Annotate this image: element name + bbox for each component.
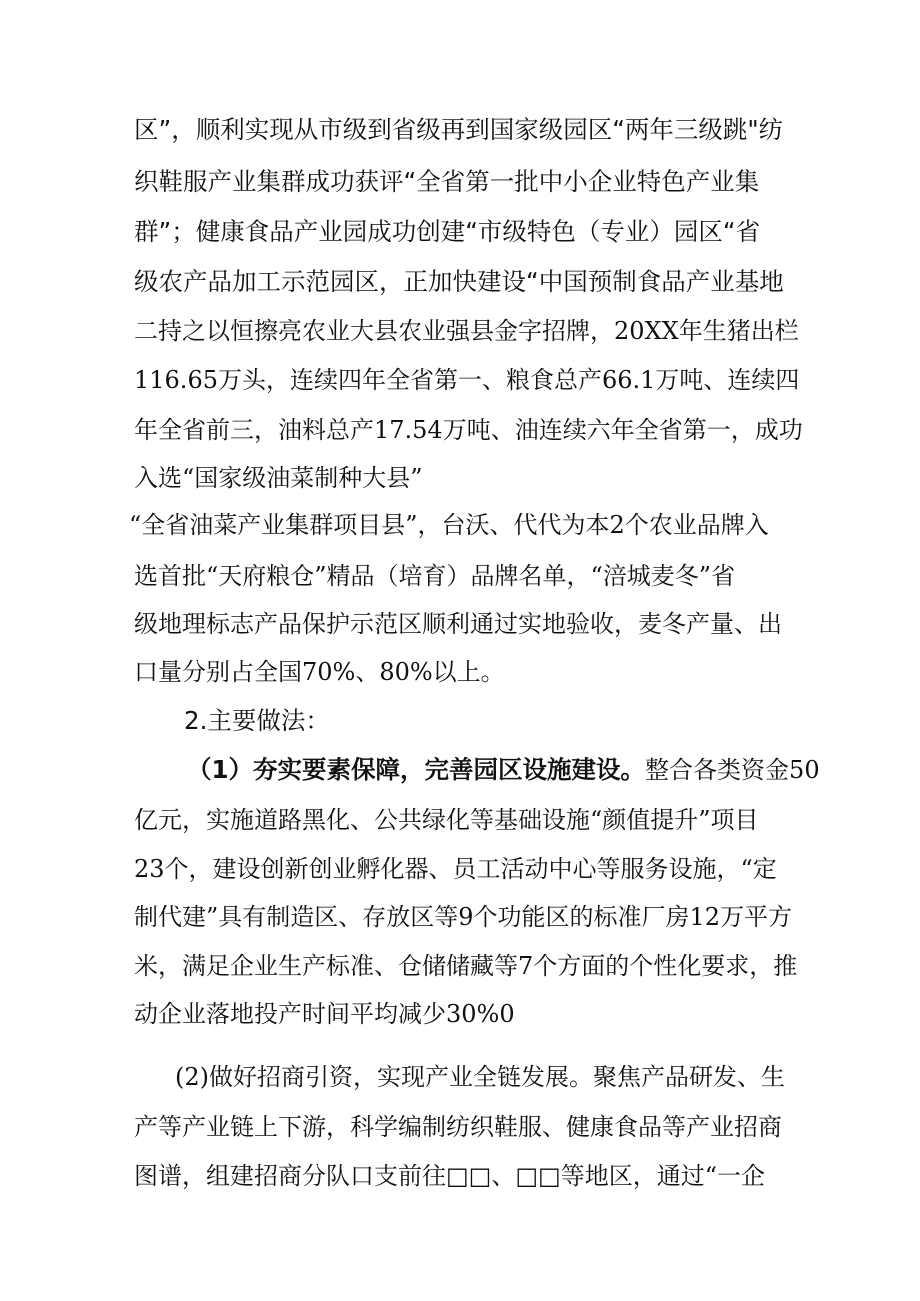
text-line: 米，满足企业生产标准、仓储储藏等7个方面的个性化要求，推 bbox=[134, 952, 798, 980]
text-line: 区”，顺利实现从市级到省级再到国家级园区“两年三级跳"纺 bbox=[134, 115, 784, 144]
text-line: 二持之以恒擦亮农业大县农业强县金字招牌，20XX年生猪出栏 bbox=[134, 317, 799, 345]
text-line: 制代建”具有制造区、存放区等9个功能区的标准厂房12万平方 bbox=[134, 903, 793, 931]
text-line: 选首批“天府粮仓”精品（培育）品牌名单，“涪城麦冬”省 bbox=[134, 562, 736, 590]
text-line: 116.65万头，连续四年全省第一、粮食总产66.1万吨、连续四 bbox=[134, 366, 800, 394]
text-line bbox=[187, 753, 820, 787]
text-line: 织鞋服产业集群成功获评“全省第一批中小企业特色产业集 bbox=[134, 167, 760, 196]
text-line: (2)做好招商引资，实现产业全链发展。聚焦产品研发、生 bbox=[175, 1063, 785, 1091]
text-line: 产等产业链上下游，科学编制纺织鞋服、健康食品等产业招商 bbox=[134, 1113, 782, 1141]
paragraph-lead: （1）夯实要素保障，完善园区设施建设。 bbox=[187, 755, 646, 784]
section-heading: 2.主要做法： bbox=[184, 706, 330, 735]
text-line: 年全省前三，油料总产17.54万吨、油连续六年全省第一，成功 bbox=[134, 416, 803, 444]
text-line: 图谱，组建招商分队口支前往□□、□□等地区，通过“一企 bbox=[134, 1162, 765, 1190]
text-line: “全省油菜产业集群项目县”，台沃、代代为本2个农业品牌入 bbox=[129, 511, 769, 539]
text-line: 23个，建设创新创业孵化器、员工活动中心等服务设施，“定 bbox=[134, 855, 777, 883]
text-line: 口量分别占全国70%、80%以上。 bbox=[134, 658, 505, 686]
text-line: 入选“国家级油菜制种大县” bbox=[134, 464, 423, 492]
text-line: 亿元，实施道路黑化、公共绿化等基础设施“颜值提升”项目 bbox=[134, 806, 759, 834]
text-line: 动企业落地投产时间平均减少30%0 bbox=[134, 1000, 515, 1028]
paragraph-text: 整合各类资金50 bbox=[645, 756, 820, 784]
text-line: 群”；健康食品产业园成功创建“市级特色（专业）园区“省 bbox=[134, 217, 761, 246]
text-line: 级农产品加工示范园区，正加快建设“中国预制食品产业基地 bbox=[134, 267, 784, 296]
text-line: 级地理标志产品保护示范区顺利通过实地验收，麦冬产量、出 bbox=[134, 610, 782, 638]
